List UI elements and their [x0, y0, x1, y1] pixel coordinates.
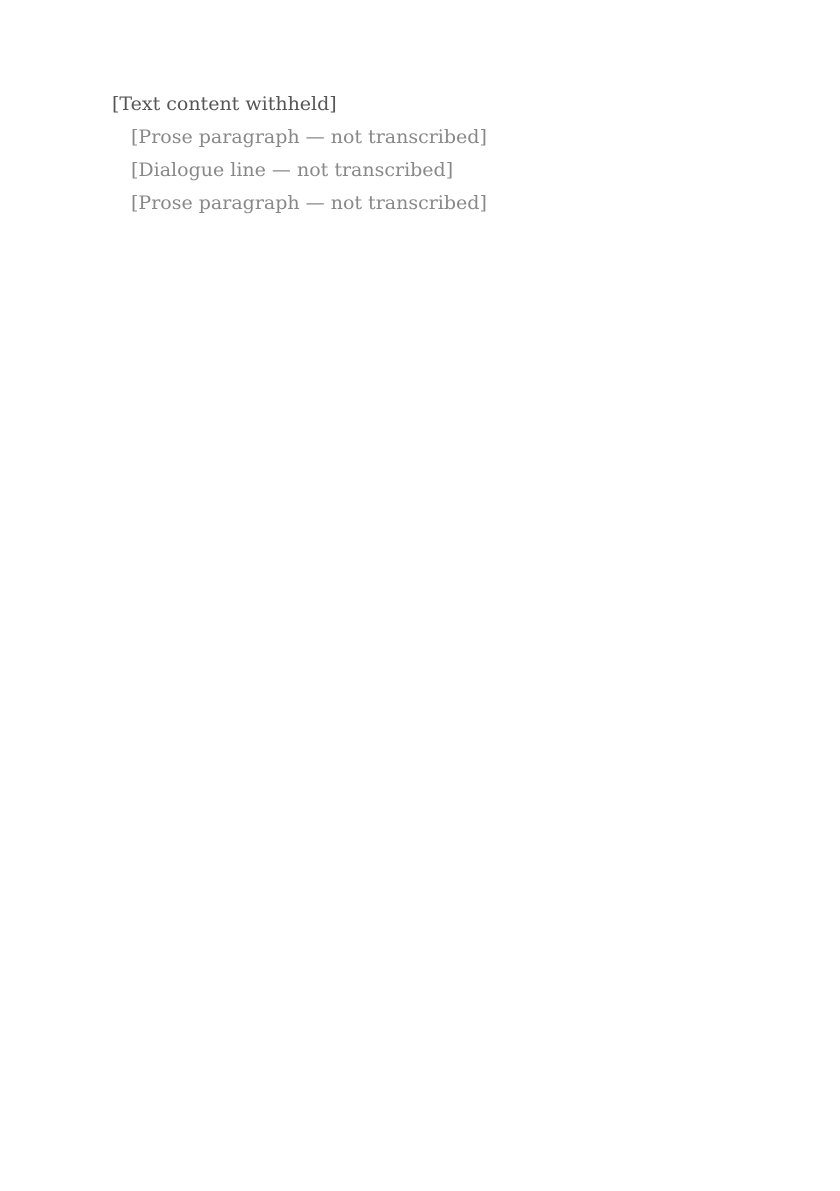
- paragraph: [Prose paragraph — not transcribed]: [131, 192, 487, 214]
- content-notice: [Text content withheld]: [112, 93, 337, 115]
- paragraph: [Prose paragraph — not transcribed]: [131, 126, 487, 148]
- document-page: [112, 88, 728, 220]
- paragraph: [Dialogue line — not transcribed]: [131, 159, 454, 181]
